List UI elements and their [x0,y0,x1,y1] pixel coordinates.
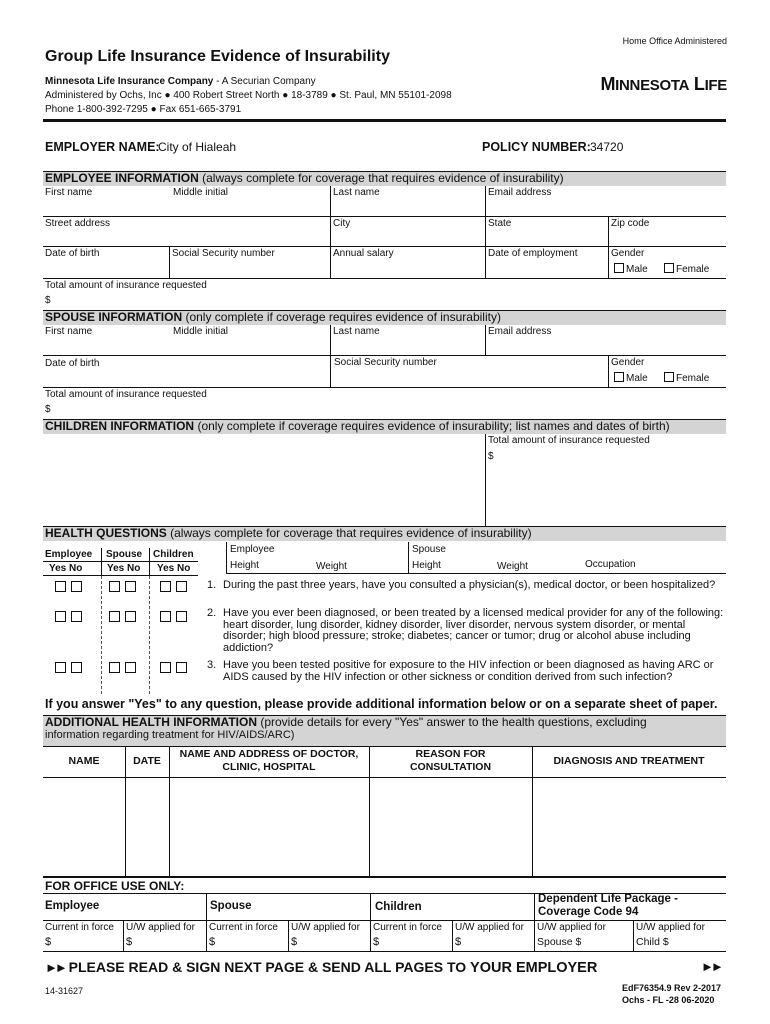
employee-info-header: EMPLOYEE INFORMATION (always complete for coverage that requires evidence of insurability) [43,171,726,186]
company-suffix: - A Securian Company [213,76,316,87]
female-checkbox[interactable] [664,263,674,273]
health-question-3: 3. Have you been tested positive for exposure to the HIV infection or been diagnosed as having ARC or AIDS caused by the HIV infection or other sickness or condition derived from such infection? [207,659,714,683]
q1-employee-no-checkbox[interactable] [71,581,82,592]
office-dependent-label: Dependent Life Package - Coverage Code 94 [538,893,678,918]
emp-street-label: Street address [45,218,111,229]
col-children: Children [153,549,194,560]
q2-spouse-yes-checkbox[interactable] [109,611,120,622]
double-arrow-icon-right: ►► [701,959,721,974]
form-title: Group Life Insurance Evidence of Insurability [45,48,390,65]
emp-state-label: State [488,218,512,229]
sp-current-dollar: $ [209,936,216,948]
sp-current-label: Current in force [209,922,278,933]
policy-number-label: POLICY NUMBER: [482,140,591,154]
employee-yes-no: Yes No [49,563,83,574]
emp-email-label: Email address [488,187,552,198]
sp-total-dollar: $ [45,404,51,415]
emp-gender-male[interactable]: Male [614,263,648,275]
double-arrow-icon: ►► [45,960,65,975]
dep-spouse-dollar: Spouse $ [537,936,582,948]
emp-total-dollar: $ [45,295,51,306]
yes-answer-warning: If you answer "Yes" to any question, please provide additional information below or on a separate sheet of paper. [45,697,718,711]
sp-last-name-label: Last name [333,326,380,337]
emp-uw-dollar: $ [126,936,133,948]
col-name-header: NAME [68,755,100,767]
emp-gender-female[interactable]: Female [664,263,709,275]
sp-height-label: Height [412,560,441,571]
spouse-yes-no: Yes No [107,563,141,574]
office-children-label: Children [375,901,422,913]
emp-weight-label: Weight [316,561,347,572]
q2-children-no-checkbox[interactable] [176,611,187,622]
policy-number-value: 34720 [590,140,624,154]
sp-gender-female[interactable]: Female [664,372,709,384]
ch-current-dollar: $ [373,936,380,948]
col-employee: Employee [45,549,93,560]
emp-doe-label: Date of employment [488,248,578,259]
emp-uw-label: U/W applied for [126,922,195,933]
sp-total-label: Total amount of insurance requested [45,389,207,400]
q3-employee-yes-checkbox[interactable] [55,662,66,673]
additional-health-header: ADDITIONAL HEALTH INFORMATION (provide details for every "Yes" answer to the health questions, excluding information regarding treatment for HIV/AIDS/ARC) [43,715,726,746]
health-question-2: 2. Have you ever been diagnosed, or been treated by a licensed medical provider for any of the following: heart disorder, lung disorder, kidney disorder, liver disorder, nervous system disorder, or mental disorder; high blood pressure; stroke; diabetes; cancer or tumor; drug or alcohol abuse including addiction? [207,607,724,654]
employer-name-label: EMPLOYER NAME: [45,140,160,154]
emp-zip-label: Zip code [611,218,650,229]
sp-email-label: Email address [488,326,552,337]
col-diagnosis-header: DIAGNOSIS AND TREATMENT [553,755,705,767]
q3-spouse-no-checkbox[interactable] [125,662,136,673]
emp-middle-initial-label: Middle initial [173,187,229,198]
admin-address-line: Administered by Ochs, Inc ● 400 Robert Street North ● 18-3789 ● St. Paul, MN 55101-2098 [45,90,452,101]
dep-child-dollar: Child $ [636,936,669,948]
company-name: Minnesota Life Insurance Company [45,76,214,87]
q1-employee-yes-checkbox[interactable] [55,581,66,592]
sp-uw-label: U/W applied for [291,922,360,933]
emp-total-label: Total amount of insurance requested [45,280,207,291]
q2-employee-no-checkbox[interactable] [71,611,82,622]
header-rule [43,119,726,122]
health-question-1: 1. During the past three years, have you consulted a physician(s), medical doctor, or been hospitalized? [207,579,716,591]
q1-spouse-yes-checkbox[interactable] [109,581,120,592]
emp-first-name-label: First name [45,187,93,198]
col-spouse: Spouse [106,549,143,560]
male-checkbox[interactable] [614,263,624,273]
emp-gender-label: Gender [611,248,645,259]
q1-children-no-checkbox[interactable] [176,581,187,592]
employer-name-value: City of Hialeah [158,140,237,154]
edf-revision: EdF76354.9 Rev 2-2017 [622,983,722,993]
dep-uw-label: U/W applied for [537,922,606,933]
phone-fax-line: Phone 1-800-392-7295 ● Fax 651-665-3791 [45,104,242,115]
emp-salary-label: Annual salary [333,248,394,259]
office-employee-label: Employee [45,900,100,912]
female-checkbox[interactable] [664,372,674,382]
emp-last-name-label: Last name [333,187,380,198]
sign-next-page-banner: ►► PLEASE READ & SIGN NEXT PAGE & SEND ALL PAGES TO YOUR EMPLOYER [45,959,598,976]
emp-hw-label: Employee [230,544,275,555]
col-doctor-header: NAME AND ADDRESS OF DOCTOR, CLINIC, HOSPITAL [179,748,359,773]
ochs-revision: Ochs - FL -28 06-2020 [622,995,715,1005]
ch-current-label: Current in force [373,922,442,933]
sp-hw-label: Spouse [412,544,446,555]
minnesota-life-logo: MINNESOTA LIFE [600,74,727,94]
form-number: 14-31627 [45,986,84,996]
ch-uw-label: U/W applied for [455,922,524,933]
children-yes-no: Yes No [157,563,191,574]
q2-children-yes-checkbox[interactable] [160,611,171,622]
sp-uw-dollar: $ [291,936,298,948]
ch-uw-dollar: $ [455,936,462,948]
emp-height-label: Height [230,560,259,571]
spouse-info-header: SPOUSE INFORMATION (only complete if coverage requires evidence of insurability) [43,310,726,325]
q1-checkboxes [55,579,87,597]
sp-ssn-label: Social Security number [334,357,437,368]
q2-spouse-no-checkbox[interactable] [125,611,136,622]
health-questions-header: HEALTH QUESTIONS (always complete for coverage that requires evidence of insurability) [43,526,726,541]
q1-children-yes-checkbox[interactable] [160,581,171,592]
col-date-header: DATE [133,755,161,767]
ch-total-label: Total amount of insurance requested [488,435,650,446]
emp-dob-label: Date of birth [45,248,100,259]
emp-ssn-label: Social Security number [172,248,275,259]
q3-spouse-yes-checkbox[interactable] [109,662,120,673]
sp-gender-male[interactable]: Male [614,372,648,384]
q1-spouse-no-checkbox[interactable] [125,581,136,592]
ch-total-dollar: $ [488,451,494,462]
q3-employee-no-checkbox[interactable] [71,662,82,673]
sp-middle-initial-label: Middle initial [173,326,229,337]
emp-current-label: Current in force [45,922,114,933]
q3-children-yes-checkbox[interactable] [160,662,171,673]
dep-uw-label-2: U/W applied for [636,922,705,933]
children-info-header: CHILDREN INFORMATION (only complete if coverage requires evidence of insurability; list names and dates of birth) [43,419,726,434]
home-office-label: Home Office Administered [622,36,727,46]
emp-city-label: City [333,218,351,229]
office-use-heading: FOR OFFICE USE ONLY: [45,879,185,893]
sp-weight-label: Weight [497,561,528,572]
q2-employee-yes-checkbox[interactable] [55,611,66,622]
male-checkbox[interactable] [614,372,624,382]
sp-first-name-label: First name [45,326,93,337]
col-reason-header: REASON FOR CONSULTATION [409,748,492,773]
emp-current-dollar: $ [45,936,52,948]
sp-dob-label: Date of birth [45,358,100,369]
company-line [45,76,316,87]
occupation-label: Occupation [585,559,636,570]
q3-children-no-checkbox[interactable] [176,662,187,673]
office-spouse-label: Spouse [210,900,252,912]
sp-gender-label: Gender [611,357,645,368]
